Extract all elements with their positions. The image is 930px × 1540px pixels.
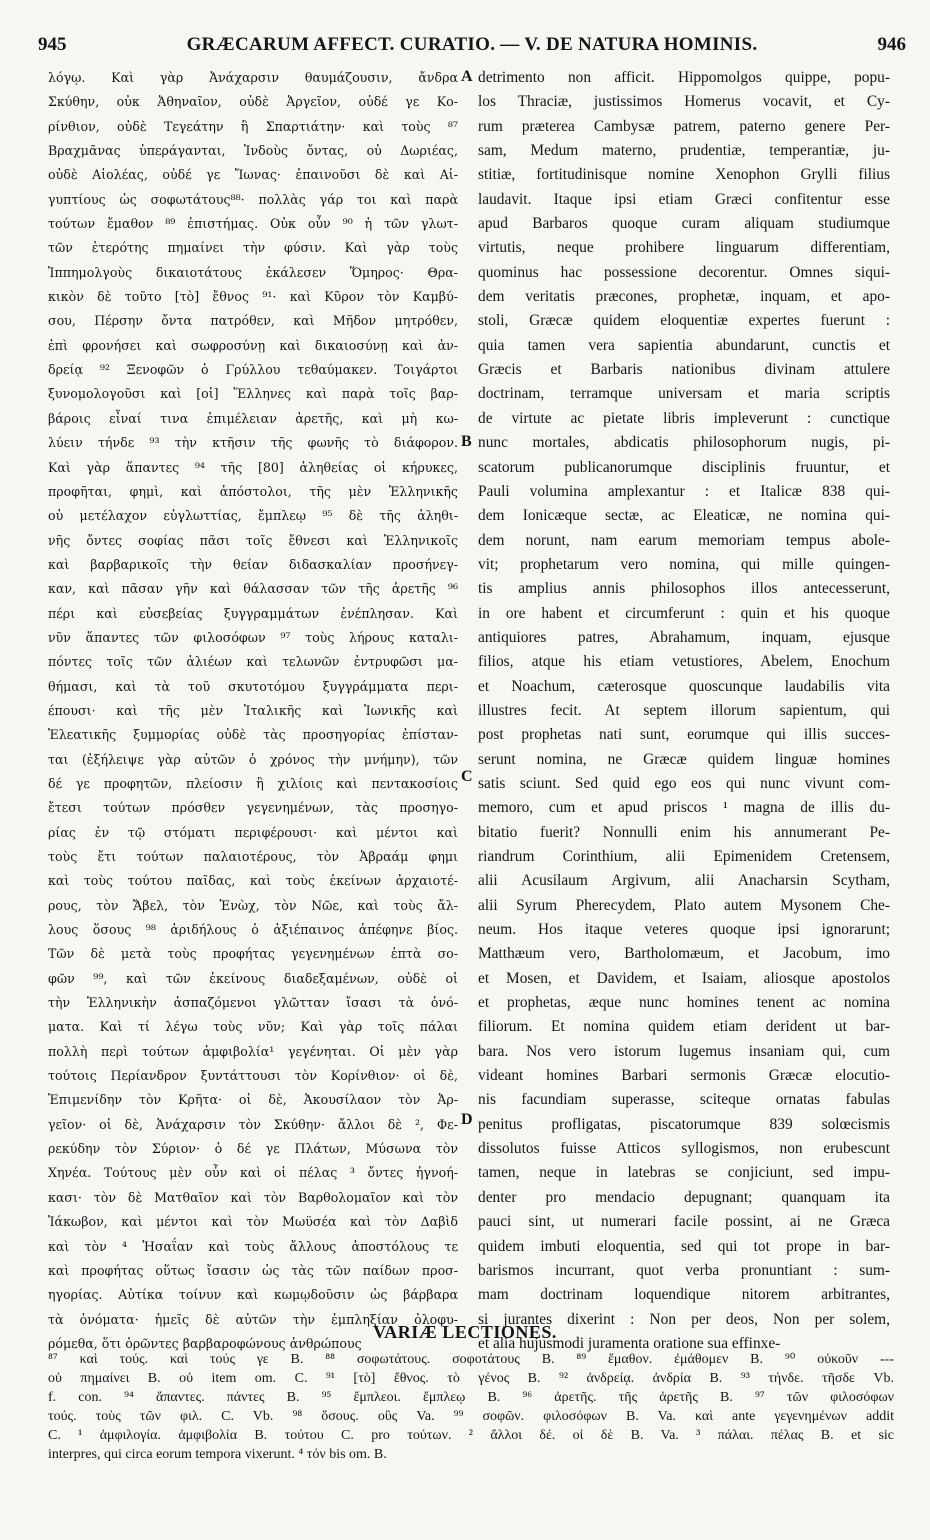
variant-reading-line: τούς. τοὺς τῶν φιλ. C. Vb. ⁹⁸ ὅσους. οὓς Va. ⁹⁹ σοφῶν. φιλοσόφων B. Va. καὶ ante γεγενημένων addit [48, 1409, 894, 1424]
latin-text-line: dem Ionicæque sectæ, ac Eleaticæ, ne nomina qui- [478, 507, 890, 525]
latin-text-line: si jurantes dixerint : Non per deos, Non per solem, [478, 1310, 890, 1328]
greek-text-line: ηγορίας. Αὐτίκα τοίνυν καὶ κωμῳδοῦσιν ὡς βάρβαρα [48, 1287, 458, 1303]
latin-text-line: memoro, cum et apud priscos ¹ magna de illis du- [478, 799, 890, 817]
latin-text-line: penitus profligatas, piscatorumque 839 solœcismis [478, 1115, 890, 1133]
greek-text-line: φῶν ⁹⁹, καὶ τῶν ἐκείνους διαδεξαμένων, οὐδὲ οἱ [48, 970, 458, 986]
latin-text-line: Græcis et Barbaris nationibus divinam attulere [478, 361, 890, 379]
greek-text-line: τούτων ἔμαθον ⁸⁹ ἐπιστήμας. Οὐκ οὖν ⁹⁰ ἡ τῶν γλωτ- [48, 216, 458, 232]
greek-text-line: Ἱππημολγοὺς δικαιοτάτους ἐκάλεσεν Ὅμηρος· Θρα- [48, 264, 458, 280]
latin-text-line: filios, atque his etiam vetustiores, Abelem, Enochum [478, 653, 890, 671]
latin-text-line: neum. Hos itaque veteres quoque ipsi ignorarunt; [478, 921, 890, 939]
greek-text-line: κασι· τὸν δὲ Ματθαῖον καὶ τὸν Βαρθολομαῖον καὶ τὸν [48, 1189, 458, 1205]
latin-text-line: stoli, Græcæ quidem eloquentiæ expertes fuerunt : [478, 312, 890, 330]
variant-reading-line: f. con. ⁹⁴ ἅπαντες. πάντες B. ⁹⁵ ἔμπλεοι. ἔμπλεῳ B. ⁹⁶ ἀρετῆς. τῆς ἀρετῆς B. ⁹⁷ τῶν φιλοσόφων [48, 1390, 894, 1405]
latin-text-line: los Thraciæ, justissimos Homerus vocavit, et Cy- [478, 93, 890, 111]
latin-text-line: satis sciunt. Sed quid ego eos qui nunc vivunt com- [478, 774, 890, 792]
greek-text-line: καὶ βαρβαρικοῖς τὴν θείαν διδασκαλίαν προσήνεγ- [48, 556, 458, 572]
latin-text-line: denter pro mendacio depugnant; quanquam ita [478, 1188, 890, 1206]
greek-text-line: καὶ τοὺς τούτου παῖδας, καὶ τοὺς ἐκείνων ἀρχαιοτέ- [48, 873, 458, 889]
latin-text-line: et Mosen, et Davidem, et Isaiam, aliosque apostolos [478, 969, 890, 987]
page-number-left: 945 [38, 34, 67, 55]
latin-text-line: dem norunt, nam earum memoriam tempus abole- [478, 531, 890, 549]
latin-text-line: apud Barbaros quoque curam aliquam studiumque [478, 215, 890, 233]
latin-text-line: post prophetas nati sunt, eorumque qui illis succes- [478, 726, 890, 744]
greek-text-line: νῆς ὄντες σοφίας πᾶσι τοῖς ἔθνεσι καὶ Ἑλληνικοῖς [48, 532, 458, 548]
variant-reading-line: ⁸⁷ καὶ τούς. καὶ τούς γε B. ⁸⁸ σοφωτάτους. σοφοτάτους B. ⁸⁹ ἔμαθον. ἐμάθομεν B. ⁹⁰ οὐκοῦν --- [48, 1352, 894, 1367]
greek-text-line: οὐδὲ Αἰολέας, οὐδέ γε Ἴωνας· ἐπαινοῦσι δὲ καὶ Αἰ- [48, 167, 458, 183]
latin-text-line: detrimento non afficit. Hippomolgos quippe, popu- [478, 69, 890, 86]
greek-text-line: τοὺς ἔτι τούτων παλαιοτέρους, τὸν Ἀβραάμ φημι [48, 849, 458, 864]
variae-lectiones-notes [48, 1350, 894, 1464]
latin-text-line: stitiæ, fortitudinisque nomine Xenophon Grylli filius [478, 166, 890, 184]
greek-text-line: τὴν Ἑλληνικὴν ἀσπαζόμενοι γλῶτταν ἴσασι τὰ ὀνό- [48, 995, 458, 1011]
greek-text-line: δέ γε προφητῶν, πλείοσιν ἢ χιλίοις καὶ πεντακοσίοις [48, 775, 458, 791]
latin-text-line: illustres fecit. At septem illorum sapientum, qui [478, 701, 890, 719]
variant-reading-line: interpres, qui circa eorum tempora vixerunt. ⁴ τόν bis om. B. [48, 1447, 387, 1462]
greek-text-line: ξυνομολογοῦσι καὶ [οἱ] Ἕλληνες καὶ παρὰ τοῖς βαρ- [48, 386, 458, 402]
latin-text-line: alii Syrum Pherecydem, Plato autem Mysonem Che- [478, 896, 890, 914]
greek-text-line: Χηνέα. Τούτους μὲν οὖν καὶ οἱ πέλας ³ ὄντες ἠγνοή- [48, 1165, 458, 1181]
variant-reading-line: C. ¹ ἀμφιλογία. ἀμφιβολία B. τούτου C. pro τούτων. ² ἄλλοι δέ. οἱ δὲ B. Va. ³ πάλαι. πέλας B. et sic [48, 1428, 894, 1443]
latin-text-line: riandrum Corinthium, alii Epimenidem Cretensem, [478, 848, 890, 865]
latin-text-line: alii Acusilaum Argivum, alii Anacharsin Scytham, [478, 872, 890, 890]
greek-text-line: Καὶ γὰρ ἅπαντες ⁹⁴ τῆς [80] ἀληθείας οἱ κήρυκες, [48, 459, 458, 475]
latin-text-line: dissolutos fuisse Atticos syllogismos, non erubescunt [478, 1140, 890, 1158]
greek-text-line: τῶν ἑτερότης πημαίνει τὴν φύσιν. Καὶ γὰρ τοὺς [48, 240, 458, 256]
latin-text-line: de virtute ac pietate libris impleverunt : cunctique [478, 409, 890, 427]
variant-reading-line: οὐ πημαίνει B. οὐ item om. C. ⁹¹ [τὸ] ἔθνος. τὸ γένος B. ⁹² ἀνδρείᾳ. ἀνδρία B. ⁹³ τήνδε. τῆσδε Vb. [48, 1371, 894, 1386]
greek-text-line: Ἐπιμενίδην τὸν Κρῆτα· οἱ δὲ, Ἀκουσίλαον τὸν Ἀρ- [48, 1092, 458, 1108]
latin-text-line: vit; prophetarum vero nomina, qui mille quingen- [478, 555, 890, 573]
greek-text-column [48, 66, 458, 1356]
latin-text-column [478, 66, 890, 1356]
greek-text-line: ρους, τὸν Ἄβελ, τὸν Ἐνὼχ, τὸν Νῶε, καὶ τοὺς ἄλ- [48, 897, 458, 913]
latin-text-line: barismos incurrant, quot verba pronuntiant : sum- [478, 1261, 890, 1279]
greek-text-line: ἐπὶ φρονήσει καὶ σωφροσύνῃ καὶ δικαιοσύνῃ καὶ ἀν- [48, 337, 458, 353]
latin-text-line: Pauli volumina amplexantur : et Italicæ 838 qui- [478, 482, 890, 500]
running-header [38, 34, 906, 60]
margin-letter-d: D [461, 1111, 473, 1128]
greek-text-line: δρείᾳ ⁹² Ξενοφῶν ὁ Γρύλλου τεθαύμακεν. Τοιγάρτοι [48, 362, 458, 378]
latin-text-line: in ore habent et circumferunt : quin et his quoque [478, 604, 890, 622]
greek-text-line: κικὸν δὲ τοῦτο [τὸ] ἔθνος ⁹¹· καὶ Κῦρον τὸν Καμβύ- [48, 289, 458, 305]
greek-text-line: νῦν ἅπαντες τῶν φιλοσόφων ⁹⁷ τοὺς λήρους καταλι- [48, 629, 458, 645]
greek-text-line: λους ὅσους ⁹⁸ ἀριδήλους ὁ ἀξιέπαινος ἀπέφηνε βίος. [48, 922, 458, 938]
latin-text-line: antiquiores patres, Abrahamum, inquam, ejusque [478, 628, 890, 646]
greek-text-line: οὐ μετέλαχον εὐγλωττίας, ἔμπλεῳ ⁹⁵ δὲ τῆς ἀληθι- [48, 508, 458, 524]
latin-text-line: tis amplius annis philosophos illos antecesserunt, [478, 580, 890, 598]
latin-text-line: pauci sint, ut numerari facile possint, ai ne Græca [478, 1213, 890, 1231]
page-number-right: 946 [877, 34, 906, 55]
latin-text-line: scatorum publicanorumque disciplinis fruuntur, et [478, 458, 890, 476]
greek-text-line: Βραχμᾶνας ὑπεράγανται, Ἰνδοὺς ὄντας, οὐ Δωριέας, [48, 143, 458, 159]
variae-lectiones-heading: VARIÆ LECTIONES. [373, 1322, 557, 1342]
greek-text-line: τούτοις Περίανδρον ξυντάττουσι τὸν Κορίνθιον· οἱ δὲ, [48, 1068, 458, 1084]
latin-text-line: quia tamen vera sapientia abundarunt, cunctis et [478, 336, 890, 354]
latin-text-line: filiorum. Et nomina quidem etiam derident ut bar- [478, 1018, 890, 1036]
greek-text-line: γυπτίους ὡς σοφωτάτους⁸⁸· πολλὰς γάρ τοι καὶ παρὰ [48, 191, 458, 207]
latin-text-line: quominus hac possessione decorentur. Omnes siqui- [478, 263, 890, 281]
greek-text-line: πέρι καὶ εὐσεβείας ξυγγραμμάτων ἐνέπλησαν. Καὶ [48, 605, 458, 621]
margin-letter-c: C [461, 768, 473, 785]
greek-text-line: τὰ ὀνόματα· ἡμεῖς δὲ αὐτῶν τὴν ἐμπληξίαν ὀλοφυ- [48, 1311, 458, 1327]
greek-text-line: ρίας ἐν τῷ στόματι περιφέρουσι· καὶ μέντοι καὶ [48, 824, 458, 840]
greek-text-line: ρεκύδην τὸν Σύριον· ὁ δέ γε Πλάτων, Μύσωνα τὸν [48, 1141, 458, 1157]
greek-text-line: καν, καὶ πᾶσαν γῆν καὶ θάλασσαν τῶν τῆς ἀρετῆς ⁹⁶ [48, 581, 458, 597]
greek-text-line: σου, Πέρσην ὄντα πατρόθεν, καὶ Μῆδον μητρόθεν, [48, 313, 458, 329]
greek-text-line: θήμασι, καὶ τὰ τοῦ σκυτοτόμου ξυγγράμματα περι- [48, 678, 458, 694]
greek-text-line: καὶ τὸν ⁴ Ἡσαΐαν καὶ τοὺς ἄλλους ἀποστόλους τε [48, 1238, 458, 1254]
greek-text-line: ται (ἐξήλειψε γὰρ αὐτῶν ὁ χρόνος τὴν μνήμην), τῶν [48, 751, 458, 767]
greek-text-line: λύειν τήνδε ⁹³ τὴν κτῆσιν τῆς φωνῆς τὸ διάφορον. [48, 435, 458, 451]
latin-text-line: et alia hujusmodi juramenta oratione sua effinxe- [478, 1334, 781, 1352]
latin-text-line: sam, Medum materno, prudentiæ, temperantiæ, ju- [478, 142, 890, 160]
latin-text-line: Matthæum vero, Bartholomæum, et Jacobum, imo [478, 945, 890, 963]
latin-text-line: doctrinam, terramque universam et maria scriptis [478, 385, 890, 403]
greek-text-line: Τῶν δὲ μετὰ τοὺς προφήτας γεγενημένων ἑπτὰ σο- [48, 946, 458, 962]
greek-text-line: ρόμεθα, ὅτι ὁρῶντες βαρβαροφώνους ἀνθρώπους [48, 1335, 362, 1351]
latin-text-line: tamen, neque in latebras se conjiciunt, sed impu- [478, 1164, 890, 1182]
greek-text-line: Ἐλεατικῆς ξυμμορίας οὐδὲ τὰς προσηγορίας ἐπίσταν- [48, 727, 458, 743]
greek-text-line: έπουσι· καὶ τῆς μὲν Ἰταλικῆς καὶ Ἰωνικῆς καὶ [48, 702, 458, 718]
latin-text-line: laudavit. Itaque ipsi etiam Græci confitentur esse [478, 190, 890, 208]
latin-text-line: serunt nomina, ne Græcæ quidem linguæ homines [478, 750, 890, 768]
latin-text-line: quidem imbuti eloquentia, sed qui tot prope in bar- [478, 1237, 890, 1255]
greek-text-line: γεῖον· οἱ δὲ, Ἀνάχαρσιν τὸν Σκύθην· ἄλλοι δὲ ², Φε- [48, 1116, 458, 1132]
latin-text-line: bitatio fuerit? Nonnulli enim his annumerant Pe- [478, 823, 890, 841]
greek-text-line: πόντες τοῖς τῶν ἁλιέων καὶ τελωνῶν ἐντρυφῶσι μα- [48, 654, 458, 670]
greek-text-line: ρίνθιον, οὐδὲ Τεγεάτην ἢ Σπαρτιάτην· καὶ τοὺς ⁸⁷ [48, 118, 458, 134]
running-title: GRÆCARUM AFFECT. CURATIO. — V. DE NATURA HOMINIS. [186, 34, 758, 55]
greek-text-line: πολλὴ περὶ τούτων ἀμφιβολία¹ γεγένηται. Οἱ μὲν γὰρ [48, 1043, 458, 1059]
margin-letter-a: A [461, 68, 473, 85]
greek-text-line: καὶ προφήτας οὕτως ἴσασιν ὡς τὰς τῶν παίδων προσ- [48, 1262, 458, 1278]
greek-text-line: βάροις εἶναί τινα ἐπιμέλειαν ἀρετῆς, καὶ μὴ κω- [48, 410, 458, 426]
latin-text-line: videant homines Barbari sermonis Græcæ elocutio- [478, 1067, 890, 1085]
greek-text-line: λόγῳ. Καὶ γὰρ Ἀνάχαρσιν θαυμάζουσιν, ἄνδρα [48, 70, 458, 85]
greek-text-line: ματα. Καὶ τί λέγω τοὺς νῦν; Καὶ γὰρ τοῖς πάλαι [48, 1019, 458, 1035]
greek-text-line: Σκύθην, οὐκ Ἀθηναῖον, οὐδὲ Ἀργεῖον, οὐδέ γε Κο- [48, 94, 458, 110]
latin-text-line: dem veritatis præcones, prophetæ, inquam, et apo- [478, 288, 890, 306]
latin-text-line: rum præterea Cambysæ patrem, paterno genere Per- [478, 117, 890, 135]
margin-letter-b: B [461, 433, 472, 450]
greek-text-line: ἔτεσι τούτων πρόσθεν γεγενημένων, τὰς προσηγο- [48, 800, 458, 816]
greek-text-line: προφῆται, φημὶ, καὶ ἀπόστολοι, τῆς μὲν Ἑλληνικῆς [48, 483, 458, 499]
latin-text-line: nunc mortales, abdicatis philosophorum nugis, pi- [478, 434, 890, 452]
latin-text-line: bara. Nos vero istorum lugemus insaniam qui, cum [478, 1042, 890, 1060]
latin-text-line: et prophetas, æque nunc homines tenent ac nomina [478, 994, 890, 1012]
latin-text-line: et Noachum, cæterosque quoscunque laudabilis vita [478, 677, 890, 695]
latin-text-line: nis facundiam superasse, sciteque ornatas fabulas [478, 1091, 890, 1109]
latin-text-line: virtutis, neque prohibere linguarum differentiam, [478, 239, 890, 257]
latin-text-line: mam doctrinam loquendique nitorem arbitrantes, [478, 1286, 890, 1304]
greek-text-line: Ἰάκωβον, καὶ μέντοι καὶ τὸν Μωϋσέα καὶ τὸν Δαβὶδ [48, 1214, 458, 1230]
